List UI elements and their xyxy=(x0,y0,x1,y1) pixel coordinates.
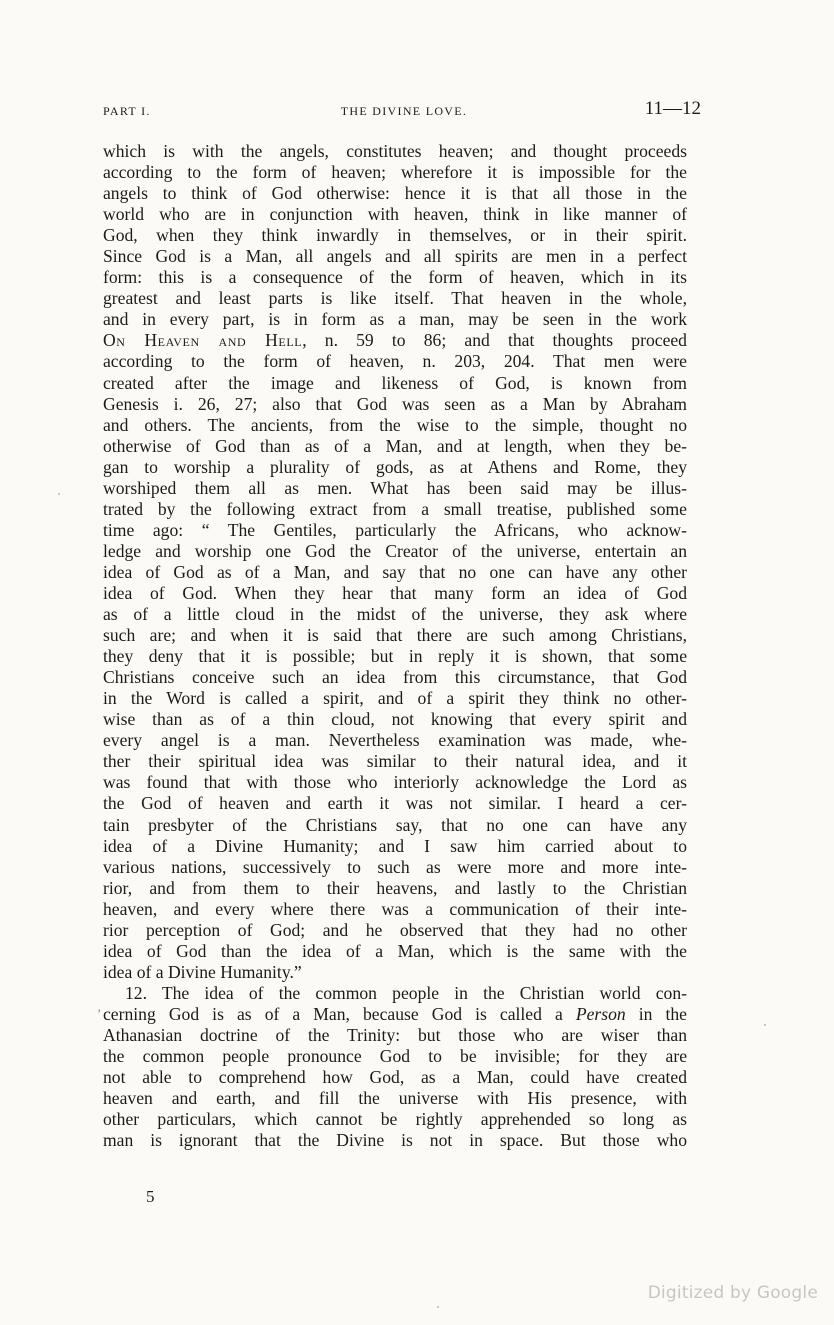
part-label: PART I. xyxy=(103,104,151,118)
text-line: not able to comprehend how God, as a Man, could have created xyxy=(103,1067,687,1088)
text-line: gan to worship a plurality of gods, as at Athens and Rome, they xyxy=(103,456,687,477)
text-line: wise than as of a thin cloud, not knowing that every spirit and xyxy=(103,709,687,730)
text-line-italic xyxy=(103,1004,687,1025)
text-line: heaven and earth, and fill the universe with His presence, with xyxy=(103,1088,687,1109)
text-line: Since God is a Man, all angels and all spirits are men in a perfect xyxy=(103,246,687,267)
text-line: form: this is a consequence of the form of heaven, which in its xyxy=(103,267,687,288)
paper-speck xyxy=(437,1306,439,1308)
text-fragment: cerning God is as of a Man, because God is called a xyxy=(103,1003,576,1024)
text-line: which is with the angels, constitutes heaven; and thought proceeds xyxy=(103,141,687,161)
signature-mark: 5 xyxy=(146,1187,155,1206)
text-line: greatest and least parts is like itself. That heaven in the whole, xyxy=(103,288,687,309)
text-line: and others. The ancients, from the wise to the simple, thought no xyxy=(103,414,687,435)
text-line: the God of heaven and earth it was not similar. I heard a cer- xyxy=(103,793,687,814)
text-line: Athanasian doctrine of the Trinity: but those who are wiser than xyxy=(103,1024,687,1045)
text-line: idea of God than the idea of a Man, which is the same with the xyxy=(103,940,687,961)
text-line: Genesis i. 26, 27; also that God was seen as a Man by Abraham xyxy=(103,393,687,414)
text-line: rior, and from them to their heavens, and lastly to the Christian xyxy=(103,877,687,898)
text-line: ther their spiritual idea was similar to their natural idea, and it xyxy=(103,751,687,772)
text-line: heaven, and every where there was a communication of their inte- xyxy=(103,898,687,919)
text-line: idea of God. When they hear that many form an idea of God xyxy=(103,582,687,603)
text-line: otherwise of God than as of a Man, and at length, when they be- xyxy=(103,435,687,456)
work-title: On Heaven and Hell xyxy=(103,330,303,351)
digitized-watermark: Digitized by Google xyxy=(647,1283,818,1303)
reference-text: , n. 59 to 86; and that thoughts proceed xyxy=(302,330,687,351)
running-header xyxy=(103,98,705,122)
section-range: 11—12 xyxy=(644,98,701,119)
text-line: according to the form of heaven; wherefore it is impossible for the xyxy=(103,162,687,183)
text-line: Christians conceive such an idea from this circumstance, that God xyxy=(103,667,687,688)
text-line: trated by the following extract from a small treatise, published some xyxy=(103,498,687,519)
text-line: the common people pronounce God to be invisible; for they are xyxy=(103,1046,687,1067)
text-line-end-quote: idea of a Divine Humanity.” xyxy=(103,961,302,982)
text-line: angels to think of God otherwise: hence it is that all those in the xyxy=(103,183,687,204)
italic-person: Person xyxy=(575,1003,626,1024)
text-line: they deny that it is possible; but in reply it is shown, that some xyxy=(103,646,687,667)
paper-speck xyxy=(58,493,60,495)
margin-mark: ’ xyxy=(97,1006,102,1021)
text-line: worshiped them all as men. What has been said may be illus- xyxy=(103,477,687,498)
text-line: every angel is a man. Nevertheless examination was made, whe- xyxy=(103,730,687,751)
paper-speck xyxy=(764,1024,766,1026)
paragraph-12-first-line: 12. The idea of the common people in the Christian world con- xyxy=(125,982,687,1003)
text-line: as of a little cloud in the midst of the universe, they ask where xyxy=(103,604,687,625)
text-line: world who are in conjunction with heaven, think in like manner of xyxy=(103,204,687,225)
text-line: idea of God as of a Man, and say that no one can have any other xyxy=(103,561,687,582)
text-line: created after the image and likeness of God, is known from xyxy=(103,372,687,393)
text-line: according to the form of heaven, n. 203, 204. That men were xyxy=(103,351,687,372)
text-line-reference xyxy=(103,330,687,351)
text-line: time ago: “ The Gentiles, particularly the Africans, who acknow- xyxy=(103,519,687,540)
text-line: rior perception of God; and he observed that they had no other xyxy=(103,919,687,940)
text-line: man is ignorant that the Divine is not in space. But those who xyxy=(103,1130,687,1151)
text-line: tain presbyter of the Christians say, that no one can have any xyxy=(103,814,687,835)
text-line: ledge and worship one God the Creator of the universe, entertain an xyxy=(103,540,687,561)
text-line: other particulars, which cannot be rightly apprehended so long as xyxy=(103,1109,687,1130)
text-line: was found that with those who interiorly acknowledge the Lord as xyxy=(103,772,687,793)
text-line: various nations, successively to such as were more and more inte- xyxy=(103,856,687,877)
text-line: and in every part, is in form as a man, may be seen in the work xyxy=(103,309,687,330)
body-text xyxy=(103,141,687,1151)
text-line: God, when they think inwardly in themselves, or in their spirit. xyxy=(103,225,687,246)
text-line: such are; and when it is said that there are such among Christians, xyxy=(103,625,687,646)
text-line: in the Word is called a spirit, and of a spirit they think no other- xyxy=(103,688,687,709)
text-line: idea of a Divine Humanity; and I saw him carried about to xyxy=(103,835,687,856)
text-fragment: in the xyxy=(625,1003,687,1024)
running-title: THE DIVINE LOVE. xyxy=(340,104,468,118)
